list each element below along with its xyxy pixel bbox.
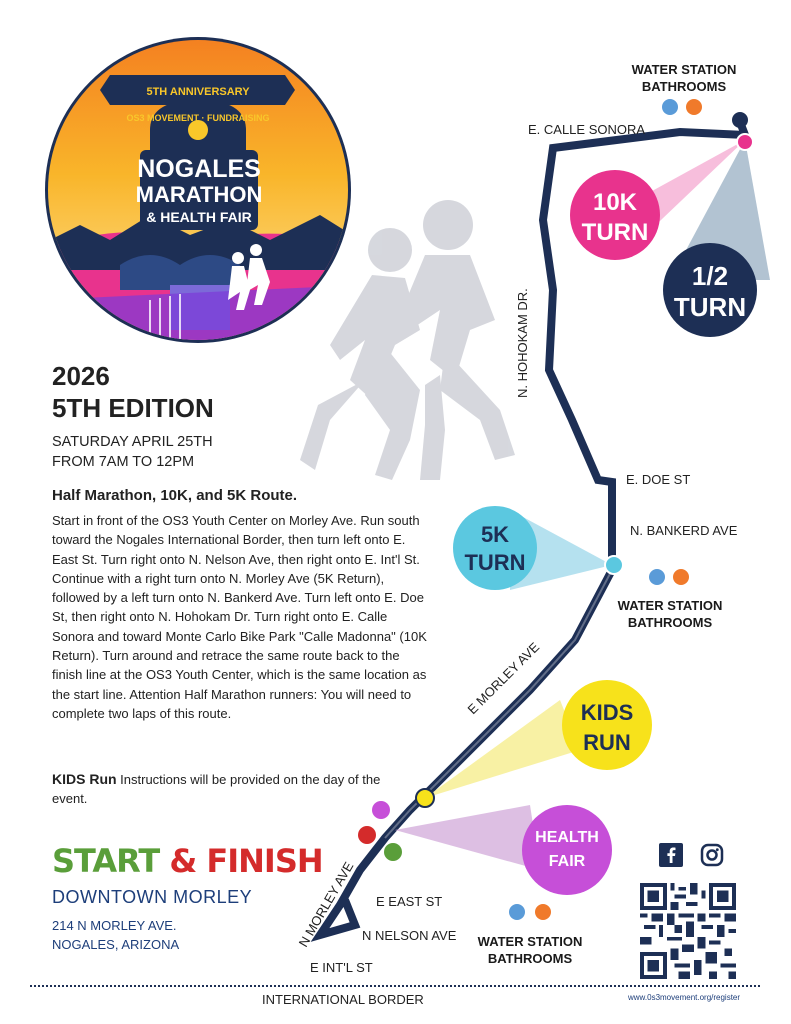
route-markers (358, 99, 753, 920)
start-location: DOWNTOWN MORLEY (52, 887, 253, 907)
street-doe: E. DOE ST (626, 472, 691, 487)
street-bankerd: N. BANKERD AVE (630, 523, 738, 538)
station-label: WATER STATION (477, 934, 583, 949)
kids-run-text: Instructions will be provided on the day of the event. (52, 772, 381, 806)
street-east: E EAST ST (376, 894, 443, 909)
qr-code[interactable] (640, 883, 736, 979)
street-calle-sonora: E. CALLE SONORA (528, 122, 646, 137)
event-year: 2026 (52, 361, 110, 391)
svg-text:HEALTH: HEALTH (535, 829, 599, 846)
start-word: START (52, 842, 160, 880)
finish-word: FINISH (206, 842, 323, 880)
event-datetime (52, 432, 213, 472)
border-label: INTERNATIONAL BORDER (262, 992, 424, 1007)
turn-half (663, 243, 757, 337)
event-date: SATURDAY APRIL 25TH (52, 434, 213, 450)
event-time: FROM 7AM TO 12PM (52, 454, 195, 470)
turn-health (522, 805, 612, 895)
route-description: Start in front of the OS3 Youth Center on Morley Ave. Run south toward the Nogales International Border, then turn left onto E. East St. Turn right onto N. Nelson Ave, then right onto E. Int'l St. Continue with a right turn onto N. Morley Ave (5K Return), followed by a left turn onto N. Bankerd Ave. Turn left onto E. Doe St, then right onto N. Hohokam Dr. Turn right onto E. Calle Sonora and toward Monte Carlo Bike Park "Calle Madonna" (10K Return). Turn around and retrace the same route back to the finish line at the OS3 Youth Center, which is the same location as the start line. Attention Half Marathon runners: You will need to complete two laps of this route. (52, 513, 427, 721)
kids-run-title: KIDS Run (52, 771, 117, 787)
water-station-bottom (458, 933, 602, 967)
station-label: BATHROOMS (641, 79, 727, 94)
svg-text:1/2: 1/2 (691, 261, 729, 291)
street-morley-n: N MORLEY AVE (295, 859, 357, 950)
water-station-mid (598, 597, 742, 631)
street-morley-e: E MORLEY AVE (464, 639, 543, 718)
svg-text:TURN: TURN (464, 550, 526, 575)
svg-text:KIDS: KIDS (580, 700, 634, 725)
logo-title-1: NOGALES (137, 155, 261, 183)
station-label: BATHROOMS (627, 615, 713, 630)
turn-10k (570, 170, 660, 260)
facebook-icon[interactable] (659, 843, 683, 867)
station-label: WATER STATION (631, 62, 737, 77)
event-edition-label: 5TH EDITION (52, 393, 214, 423)
logo-anniversary: 5TH ANNIVERSARY (146, 86, 250, 98)
station-label: WATER STATION (617, 598, 723, 613)
station-label: BATHROOMS (487, 951, 573, 966)
svg-text:RUN: RUN (583, 730, 631, 755)
street-nelson: N NELSON AVE (362, 928, 457, 943)
event-edition (52, 360, 214, 424)
logo-title-2: MARATHON (135, 182, 263, 207)
logo-title-3: & HEALTH FAIR (146, 209, 252, 225)
start-finish-title (52, 842, 323, 880)
svg-text:10K: 10K (592, 189, 638, 216)
start-address (52, 916, 179, 954)
address-line-1: 214 N MORLEY AVE. (52, 918, 177, 933)
street-hohokam: N. HOHOKAM DR. (515, 288, 530, 398)
address-line-2: NOGALES, ARIZONA (52, 937, 180, 952)
event-logo (40, 30, 360, 350)
amp-word: & (169, 842, 197, 880)
turn-5k (453, 506, 537, 590)
register-url[interactable]: www.0s3movement.org/register (628, 993, 741, 1002)
svg-text:TURN: TURN (673, 292, 747, 322)
kids-run-info (52, 770, 382, 808)
svg-text:FAIR: FAIR (548, 853, 586, 870)
route-title: Half Marathon, 10K, and 5K Route. (52, 487, 298, 504)
street-intl: E INT'L ST (310, 960, 373, 975)
border-line (30, 985, 760, 987)
instagram-icon[interactable] (700, 843, 724, 867)
water-station-top (612, 61, 756, 95)
svg-text:5K: 5K (480, 522, 510, 547)
svg-text:TURN: TURN (581, 219, 649, 246)
turn-kids (562, 680, 652, 770)
logo-arch-text: OS3 MOVEMENT · FUNDRAISING (126, 113, 270, 123)
